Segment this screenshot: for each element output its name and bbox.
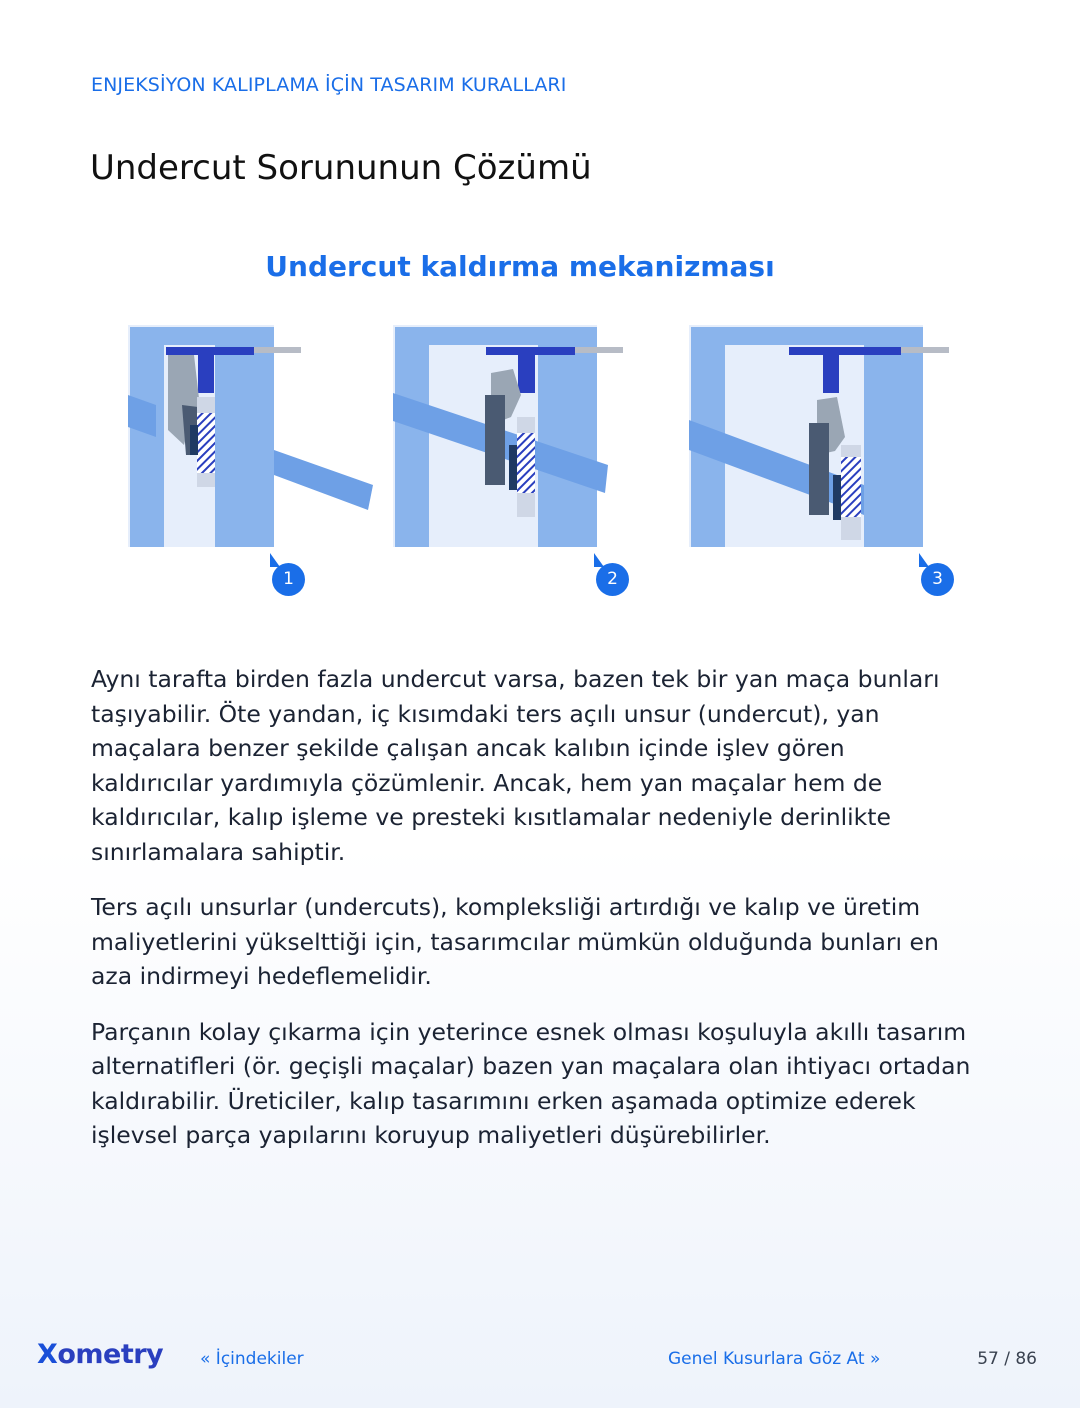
step-badge-1: 1 [272, 563, 305, 596]
body-text [91, 662, 971, 1174]
lifter-diagram-step-1 [128, 325, 378, 550]
badge-pointer [919, 553, 929, 567]
step-badge-3: 3 [921, 563, 954, 596]
section-eyebrow: ENJEKSİYON KALIPLAMA İÇİN TASARIM KURALLARI [91, 74, 567, 96]
paragraph-1: Aynı tarafta birden fazla undercut varsa, bazen tek bir yan maça bunları taşıyabilir. Öte yandan, iç kısımdaki ters açılı unsur (undercut), yan maçalara benzer şekilde çalışan ancak kalıbın içinde işlev gören kaldırıcılar yardımıyla çözümlenir. Ancak, hem yan maçalar hem de kaldırıcılar, kalıp işleme ve presteki kısıtlamalar nedeniyle derinlikte sınırlamalara sahiptir. [91, 665, 940, 866]
page-title: Undercut Sorununun Çözümü [90, 148, 592, 188]
lifter-diagram-step-3 [689, 325, 951, 550]
badge-pointer [270, 553, 280, 567]
diagram-title: Undercut kaldırma mekanizması [265, 250, 775, 283]
step-badge-2: 2 [596, 563, 629, 596]
badge-pointer [594, 553, 604, 567]
page-number: 57 / 86 [977, 1349, 1037, 1369]
logo-text: ometry [57, 1339, 164, 1370]
toc-link[interactable]: « İçindekiler [200, 1349, 304, 1369]
paragraph-3: Parçanın kolay çıkarma için yeterince esnek olması koşuluyla akıllı tasarım alternatifleri (ör. geçişli maçalar) bazen yan maçalara olan ihtiyacı ortadan kaldırabilir. Üreticiler, kalıp tasarımını erken aşamada optimize ederek işlevsel parça yapılarını koruyup maliyetleri düşürebilirler. [91, 1017, 971, 1149]
paragraph-2: Ters açılı unsurlar (undercuts), kompleksliği artırdığı ve kalıp ve üretim maliyetlerini yükselttiği için, tasarımcılar mümkün olduğunda bunları en aza indirmeyi hedeflemelidir. [91, 893, 939, 990]
lifter-diagram-step-2 [393, 325, 623, 550]
xometry-logo: Xometry [37, 1339, 164, 1370]
page-footer [0, 1325, 1080, 1385]
next-section-link[interactable]: Genel Kusurlara Göz At » [668, 1349, 881, 1369]
